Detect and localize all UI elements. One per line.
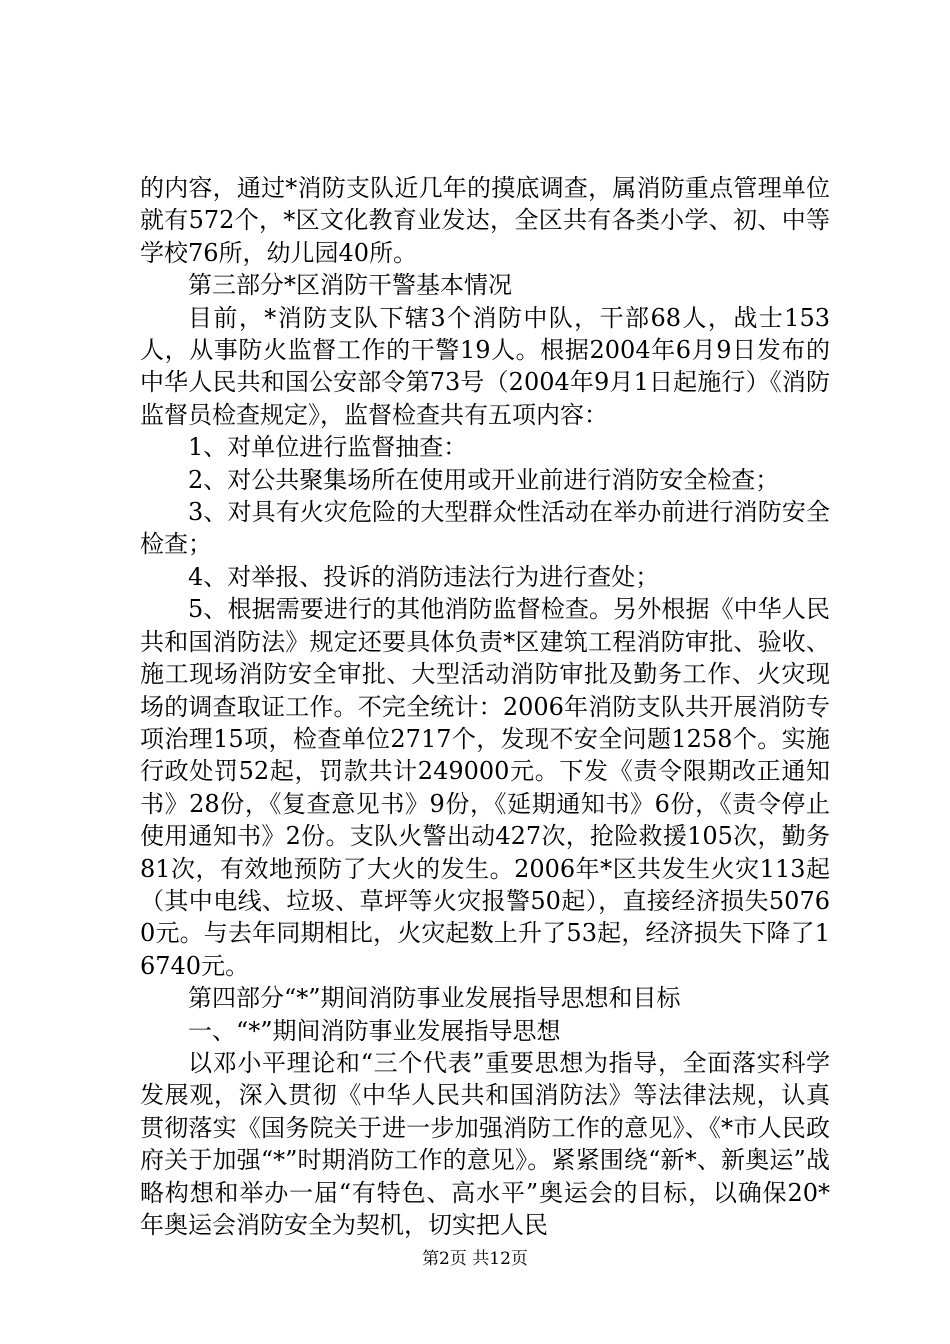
section-heading-part-four: 第四部分“*”期间消防事业发展指导思想和目标 [188, 984, 681, 1013]
section-heading-part-three: 第三部分*区消防干警基本情况 [188, 271, 512, 300]
list-item-2: 2、对公共聚集场所在使用或开业前进行消防安全检查； [188, 465, 780, 494]
list-item-5: 5、根据需要进行的其他消防监督检查。另外根据《中华人民共和国消防法》规定还要具体负责*区建筑工程消防审批、验收、施工现场消防安全审批、大型活动消防审批及勤务工作、火灾现场的调查取证工作。不完全统计：2006年消防支队共开展消防专项治理15项，检查单位2717个，发现不安全问题1258个。实施行政处罚52起，罚款共计249000元。下发《责令限期改正通知书》28份，《复查意见书》9份，《延期通知书》6份，《责令停止使用通知书》2份。支队火警出动427次，抢险救援105次，勤务81次，有效地预防了大火的发生。2006年*区共发生火灾113起（其中电线、垃圾、草坪等火灾报警50起），直接经济损失50760元。与去年同期相比，火灾起数上升了53起，经济损失下降了16740元。 [140, 595, 830, 980]
paragraph-staff-overview: 目前，*消防支队下辖3个消防中队，干部68人，战士153人，从事防火监督工作的干警19人。根据2004年6月9日发布的中华人民共和国公安部令第73号（2004年9月1日起施行）《消防监督员检查规定》，监督检查共有五项内容： [140, 303, 830, 429]
list-item-3: 3、对具有火灾危险的大型群众性活动在举办前进行消防安全检查； [140, 498, 830, 559]
document-body [140, 172, 830, 1241]
list-item-1: 1、对单位进行监督抽查： [188, 433, 468, 462]
paragraph-guiding-thought: 以邓小平理论和“三个代表”重要思想为指导，全面落实科学发展观，深入贯彻《中华人民共和国消防法》等法律法规，认真贯彻落实《国务院关于进一步加强消防工作的意见》、《*市人民政府关于加强“*”时期消防工作的意见》。紧紧围绕“新*、新奥运”战略构想和举办一届“有特色、高水平”奥运会的目标，以确保20*年奥运会消防安全为契机，切实把人民 [140, 1048, 830, 1239]
page-number-footer: 第2页 共12页 [422, 1249, 528, 1269]
paragraph-continuation: 的内容，通过*消防支队近几年的摸底调查，属消防重点管理单位就有572个，*区文化教育业发达，全区共有各类小学、初、中等学校76所，幼儿园40所。 [140, 174, 830, 267]
subsection-heading-guiding-thought: 一、“*”期间消防事业发展指导思想 [188, 1016, 561, 1045]
list-item-4: 4、对举报、投诉的消防违法行为进行查处； [188, 562, 660, 591]
